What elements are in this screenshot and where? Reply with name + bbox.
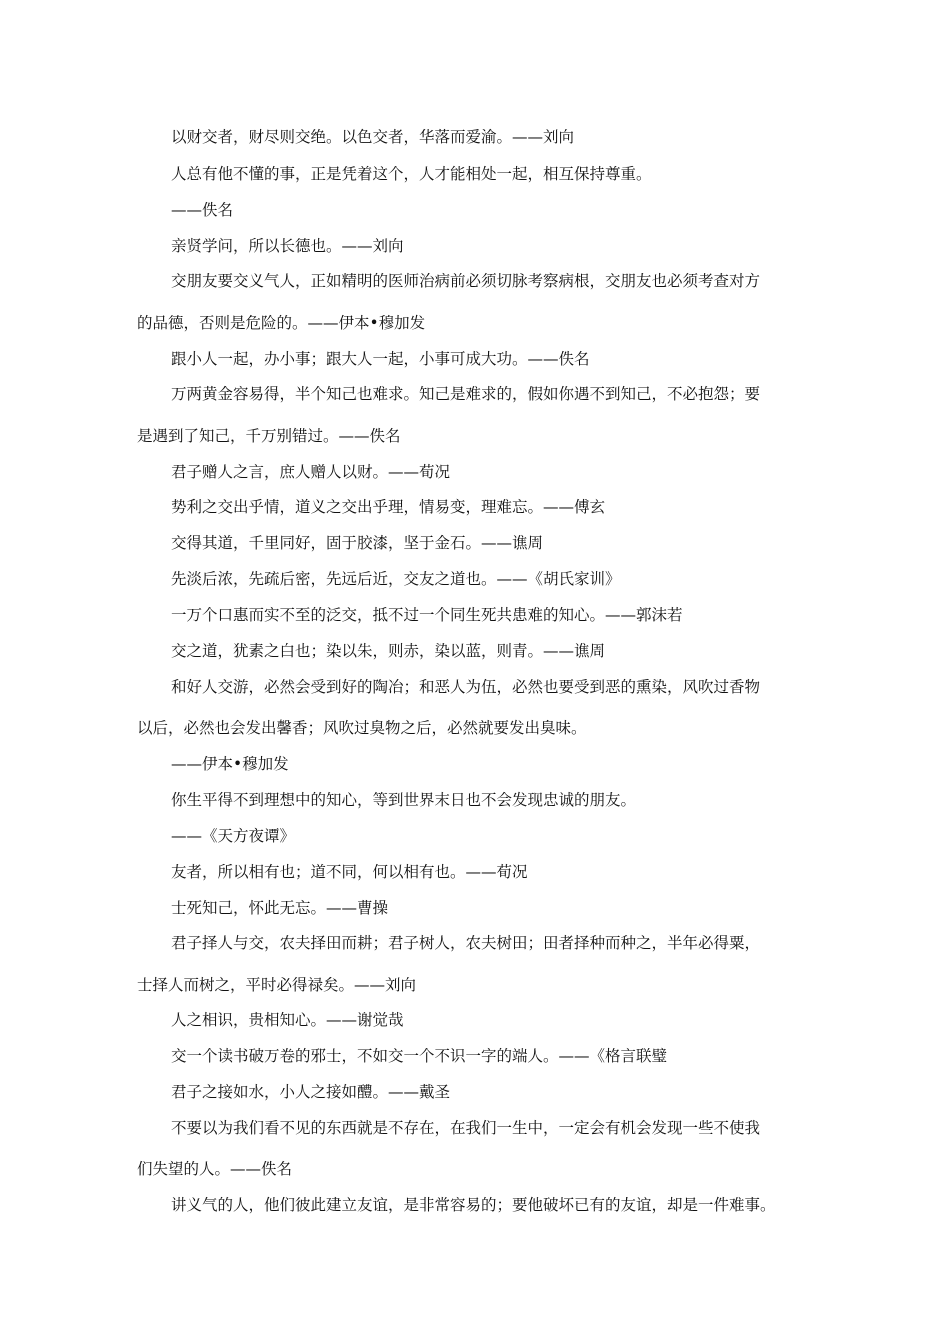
quote-line: 万两黄金容易得，半个知己也难求。知己是难求的，假如你遇不到知己，不必抱怨；要 <box>171 385 761 403</box>
quote-line: 一万个口惠而实不至的泛交，抵不过一个同生死共患难的知心。——郭沫若 <box>171 606 683 624</box>
quote-line: 亲贤学问，所以长德也。——刘向 <box>171 237 404 255</box>
quote-line: 人总有他不懂的事，正是凭着这个，人才能相处一起，相互保持尊重。 <box>171 165 652 183</box>
quote-line: 君子择人与交，农夫择田而耕；君子树人，农夫树田；田者择种而种之，半年必得粟， <box>171 934 761 952</box>
quote-line: 交朋友要交义气人，正如精明的医师治病前必须切脉考察病根，交朋友也必须考查对方 <box>171 272 761 290</box>
quote-line: 你生平得不到理想中的知心，等到世界末日也不会发现忠诚的朋友。 <box>171 791 637 809</box>
quote-line: 不要以为我们看不见的东西就是不存在，在我们一生中，一定会有机会发现一些不使我 <box>171 1119 761 1137</box>
quote-line-continuation: 以后，必然也会发出馨香；风吹过臭物之后，必然就要发出臭味。 <box>137 719 587 737</box>
quote-line: 交一个读书破万卷的邪士，不如交一个不识一字的端人。——《格言联璧 <box>171 1047 668 1065</box>
quote-line-continuation: 是遇到了知己，千万别错过。——佚名 <box>137 427 401 445</box>
quote-line-continuation: 士择人而树之，平时必得禄矣。——刘向 <box>137 976 417 994</box>
quote-line: 先淡后浓，先疏后密，先远后近，交友之道也。——《胡氏家训》 <box>171 570 621 588</box>
quote-line: 人之相识，贵相知心。——谢觉哉 <box>171 1011 404 1029</box>
quote-line: 交之道，犹素之白也；染以朱，则赤，染以蓝，则青。——谯周 <box>171 642 606 660</box>
quote-line: ——《天方夜谭》 <box>171 827 296 845</box>
quote-line: 友者，所以相有也；道不同，何以相有也。——荀况 <box>171 863 528 881</box>
quote-line: 以财交者，财尽则交绝。以色交者，华落而爱渝。——刘向 <box>171 128 575 146</box>
quote-line: 势利之交出乎情，道义之交出乎理，情易变，理难忘。——傅玄 <box>171 498 606 516</box>
quote-line: ——伊本•穆加发 <box>171 755 289 773</box>
quote-line-continuation: 的品德，否则是危险的。——伊本•穆加发 <box>137 314 426 332</box>
quote-line: 君子赠人之言，庶人赠人以财。——荀况 <box>171 463 451 481</box>
quote-line: 君子之接如水，小人之接如醴。——戴圣 <box>171 1083 451 1101</box>
quote-line: ——佚名 <box>171 201 234 219</box>
quote-line: 和好人交游，必然会受到好的陶冶；和恶人为伍，必然也要受到恶的熏染，风吹过香物 <box>171 678 761 696</box>
quote-line: 交得其道，千里同好，固于胶漆，坚于金石。——谯周 <box>171 534 544 552</box>
quote-line: 跟小人一起，办小事；跟大人一起，小事可成大功。——佚名 <box>171 350 590 368</box>
quote-line: 讲义气的人，他们彼此建立友谊，是非常容易的；要他破坏已有的友谊，却是一件难事。 <box>171 1196 776 1214</box>
quote-line-continuation: 们失望的人。——佚名 <box>137 1160 293 1178</box>
quote-line: 士死知己，怀此无忘。——曹操 <box>171 899 389 917</box>
